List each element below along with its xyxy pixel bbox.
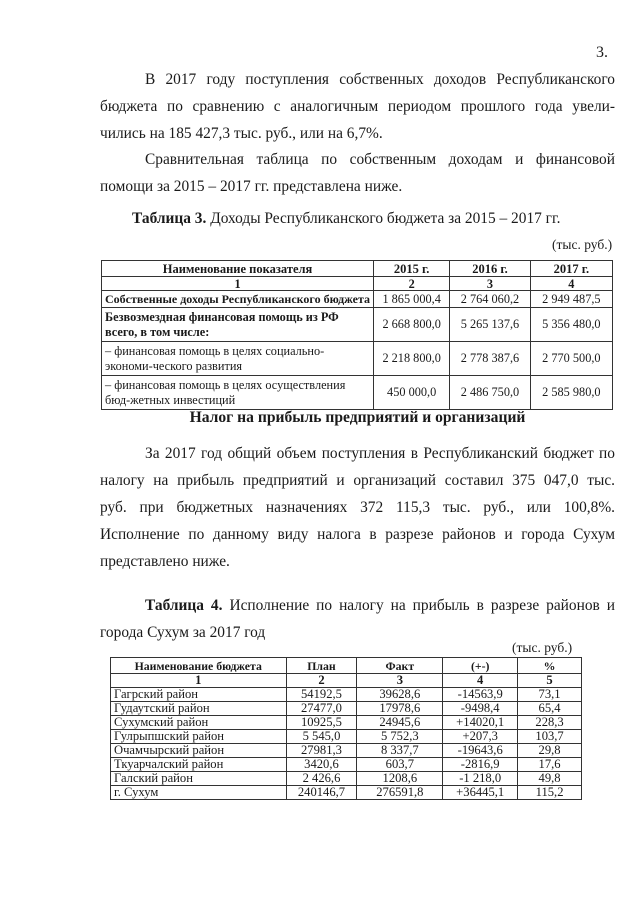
table-row bbox=[111, 786, 582, 800]
budget-name: г. Сухум bbox=[111, 786, 287, 800]
index-cell: 1 bbox=[102, 277, 374, 291]
fact-cell: 8 337,7 bbox=[357, 744, 443, 758]
table3-caption-label: Таблица 3. bbox=[132, 210, 207, 227]
budget-name: Галский район bbox=[111, 772, 287, 786]
table3-caption bbox=[132, 210, 560, 228]
diff-cell: -14563,9 bbox=[443, 688, 518, 702]
table-row bbox=[111, 758, 582, 772]
index-cell: 3 bbox=[357, 674, 443, 688]
percent-cell: 65,4 bbox=[518, 702, 582, 716]
table4-caption-text: Исполнение по налогу на прибыль в разрезе районов и bbox=[222, 597, 615, 614]
text-line: руб. при бюджетных назначениях 372 115,3 тыс. руб., или 100,8%. bbox=[100, 499, 615, 516]
column-header: 2016 г. bbox=[450, 261, 531, 277]
table4-caption-label: Таблица 4. bbox=[145, 597, 223, 614]
column-header: (+-) bbox=[443, 658, 518, 674]
table4-caption bbox=[100, 592, 615, 646]
table-header-row bbox=[111, 658, 582, 674]
fact-cell: 276591,8 bbox=[357, 786, 443, 800]
table-index-row bbox=[102, 277, 613, 291]
diff-cell: +14020,1 bbox=[443, 716, 518, 730]
diff-cell: +36445,1 bbox=[443, 786, 518, 800]
fact-cell: 39628,6 bbox=[357, 688, 443, 702]
text-line: помощи за 2015 – 2017 гг. представлена ниже. bbox=[100, 178, 403, 195]
table-row bbox=[102, 308, 613, 342]
index-cell: 2 bbox=[286, 674, 357, 688]
percent-cell: 73,1 bbox=[518, 688, 582, 702]
percent-cell: 228,3 bbox=[518, 716, 582, 730]
text-line: налогу на прибыль предприятий и организаций составил 375 047,0 тыс. bbox=[100, 472, 615, 489]
value-cell: 2 486 750,0 bbox=[450, 376, 531, 410]
column-header: План bbox=[286, 658, 357, 674]
index-cell: 2 bbox=[374, 277, 450, 291]
table4-units: (тыс. руб.) bbox=[512, 640, 573, 655]
plan-cell: 5 545,0 bbox=[286, 730, 357, 744]
table3-income bbox=[101, 260, 613, 410]
percent-cell: 49,8 bbox=[518, 772, 582, 786]
intro-paragraph-2 bbox=[100, 146, 615, 200]
text-line: За 2017 год общий объем поступления в Республиканский бюджет по bbox=[145, 445, 615, 462]
diff-cell: -9498,4 bbox=[443, 702, 518, 716]
row-name: – финансовая помощь в целях осуществления бюд-жетных инвестиций bbox=[102, 376, 374, 410]
value-cell: 2 778 387,6 bbox=[450, 342, 531, 376]
column-header: 2015 г. bbox=[374, 261, 450, 277]
value-cell: 450 000,0 bbox=[374, 376, 450, 410]
section-heading: Налог на прибыль предприятий и организаций bbox=[189, 409, 526, 426]
table-row bbox=[111, 772, 582, 786]
row-name: Собственные доходы Республиканского бюджета bbox=[102, 291, 374, 308]
table-row bbox=[102, 342, 613, 376]
text-line: чились на 185 427,3 тыс. руб., или на 6,7%. bbox=[100, 125, 383, 142]
table-row bbox=[102, 291, 613, 308]
budget-name: Гулрыпшский район bbox=[111, 730, 287, 744]
plan-cell: 3420,6 bbox=[286, 758, 357, 772]
table3-units: (тыс. руб.) bbox=[552, 237, 613, 252]
index-cell: 3 bbox=[450, 277, 531, 291]
value-cell: 2 764 060,2 bbox=[450, 291, 531, 308]
intro-paragraph-1 bbox=[100, 66, 615, 147]
table-row bbox=[102, 376, 613, 410]
plan-cell: 27981,3 bbox=[286, 744, 357, 758]
text-line: представлено ниже. bbox=[100, 553, 230, 570]
fact-cell: 5 752,3 bbox=[357, 730, 443, 744]
text-line: В 2017 году поступления собственных доходов Республиканского bbox=[145, 71, 615, 88]
table-row bbox=[111, 744, 582, 758]
value-cell: 2 585 980,0 bbox=[530, 376, 612, 410]
table3-caption-text: Доходы Республиканского бюджета за 2015 – 2017 гг. bbox=[206, 210, 561, 227]
index-cell: 5 bbox=[518, 674, 582, 688]
budget-name: Ткуарчалский район bbox=[111, 758, 287, 772]
diff-cell: -1 218,0 bbox=[443, 772, 518, 786]
table4-caption-line: города Сухум за 2017 год bbox=[100, 624, 266, 641]
budget-name: Гагрский район bbox=[111, 688, 287, 702]
column-header: % bbox=[518, 658, 582, 674]
percent-cell: 17,6 bbox=[518, 758, 582, 772]
diff-cell: -19643,6 bbox=[443, 744, 518, 758]
budget-name: Сухумский район bbox=[111, 716, 287, 730]
table-row bbox=[111, 688, 582, 702]
plan-cell: 2 426,6 bbox=[286, 772, 357, 786]
percent-cell: 115,2 bbox=[518, 786, 582, 800]
column-header: 2017 г. bbox=[530, 261, 612, 277]
value-cell: 2 668 800,0 bbox=[374, 308, 450, 342]
plan-cell: 10925,5 bbox=[286, 716, 357, 730]
value-cell: 2 218 800,0 bbox=[374, 342, 450, 376]
value-cell: 1 865 000,4 bbox=[374, 291, 450, 308]
value-cell: 2 770 500,0 bbox=[530, 342, 612, 376]
fact-cell: 603,7 bbox=[357, 758, 443, 772]
percent-cell: 103,7 bbox=[518, 730, 582, 744]
value-cell: 2 949 487,5 bbox=[530, 291, 612, 308]
table-row bbox=[111, 730, 582, 744]
table-row bbox=[111, 716, 582, 730]
index-cell: 4 bbox=[530, 277, 612, 291]
fact-cell: 24945,6 bbox=[357, 716, 443, 730]
budget-name: Очамчырский район bbox=[111, 744, 287, 758]
table4-caption-line bbox=[100, 592, 615, 619]
row-name: Безвозмездная финансовая помощь из РФ всего, в том числе: bbox=[102, 308, 374, 342]
value-cell: 5 265 137,6 bbox=[450, 308, 531, 342]
column-header: Наименование показателя bbox=[102, 261, 374, 277]
diff-cell: +207,3 bbox=[443, 730, 518, 744]
budget-name: Гудаутский район bbox=[111, 702, 287, 716]
text-line: бюджета по сравнению с аналогичным периодом прошлого года увели- bbox=[100, 98, 615, 115]
index-cell: 4 bbox=[443, 674, 518, 688]
index-cell: 1 bbox=[111, 674, 287, 688]
text-line: Сравнительная таблица по собственным доходам и финансовой bbox=[145, 151, 615, 168]
column-header: Наименование бюджета bbox=[111, 658, 287, 674]
text-line: Исполнение по данному виду налога в разрезе районов и города Сухум bbox=[100, 526, 615, 543]
fact-cell: 1208,6 bbox=[357, 772, 443, 786]
plan-cell: 54192,5 bbox=[286, 688, 357, 702]
plan-cell: 240146,7 bbox=[286, 786, 357, 800]
diff-cell: -2816,9 bbox=[443, 758, 518, 772]
section-paragraph bbox=[100, 440, 615, 575]
table4-profit-tax bbox=[110, 657, 582, 800]
table-row bbox=[111, 702, 582, 716]
plan-cell: 27477,0 bbox=[286, 702, 357, 716]
table-header-row bbox=[102, 261, 613, 277]
row-name: – финансовая помощь в целях социально-экономи-ческого развития bbox=[102, 342, 374, 376]
table-index-row bbox=[111, 674, 582, 688]
value-cell: 5 356 480,0 bbox=[530, 308, 612, 342]
page-number: 3. bbox=[596, 44, 608, 61]
column-header: Факт bbox=[357, 658, 443, 674]
fact-cell: 17978,6 bbox=[357, 702, 443, 716]
percent-cell: 29,8 bbox=[518, 744, 582, 758]
